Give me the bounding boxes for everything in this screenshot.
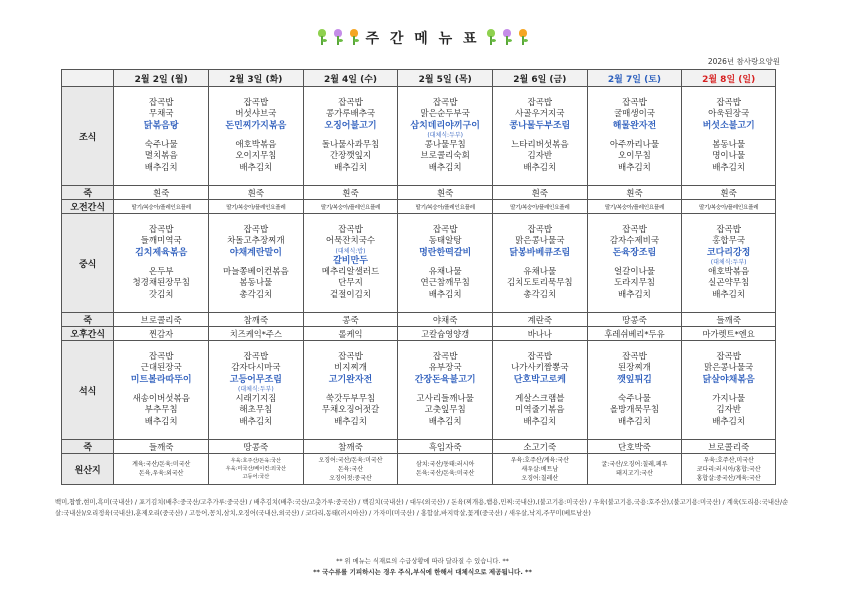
menu-item: 잡곡밥 [716, 97, 741, 108]
menu-item: 유부장국 [428, 363, 462, 374]
menu-item: 새송이버섯볶음 [132, 394, 190, 404]
menu-item: 잡곡밥 [243, 351, 269, 362]
menu-item: 김자반 [527, 151, 553, 162]
menu-item: 근대된장국 [140, 363, 182, 374]
origin-line: 돈육:국산/돈육:미국산 [416, 470, 475, 477]
menu-item: 감자다시마국 [231, 363, 281, 374]
menu-item: 올방개묵무침 [609, 405, 660, 416]
porridge1-cell: 흰죽 [209, 186, 304, 200]
menu-item: 배추김치 [712, 289, 746, 300]
main-dish: 고등어무조림 [229, 374, 282, 385]
flower-icon [502, 29, 512, 47]
menu-item: 배추김치 [618, 289, 651, 300]
menu-item: 배추김치 [144, 416, 178, 427]
origin-cell [682, 454, 776, 485]
menu-item: 총각김치 [239, 289, 273, 300]
menu-item: 잡곡밥 [622, 351, 647, 362]
origin-line: 계육:국산/돈육:미국산 [132, 461, 191, 468]
main-dish: 고기완자전 [328, 374, 373, 385]
substitute-note: (대체식:두부) [238, 386, 274, 393]
menu-item: 동태알탕 [428, 236, 462, 247]
menu-item: 차돌고추장찌개 [227, 236, 285, 247]
menu-item: 연근참깨무침 [420, 278, 470, 289]
main-dish: 갈비만두 [333, 255, 368, 266]
porridge3-cell: 땅콩죽 [209, 440, 304, 454]
spacer [588, 259, 682, 267]
spacer [304, 132, 398, 140]
menu-item: 가지나물 [712, 394, 746, 404]
dinner-cell [209, 341, 304, 440]
spacer [398, 386, 492, 394]
breakfast-cell [398, 87, 493, 186]
menu-item: 배추김치 [239, 416, 273, 427]
origin-row [62, 454, 776, 485]
page-title: 주 간 메 뉴 표 [365, 31, 480, 47]
origin-line: 삼치:국산/동태:러시아 [416, 461, 475, 468]
menu-item: 배추김치 [523, 162, 557, 173]
menu-item: 유채나물 [523, 267, 557, 277]
origin-cell [398, 454, 493, 485]
spacer [304, 386, 398, 394]
origin-line: 우육:호주산/계육:국산 [510, 456, 569, 464]
origin-line: 고등어:국산 [242, 474, 270, 480]
menu-item: 잡곡밥 [527, 97, 553, 108]
substitute-note: (대체식:두부) [710, 259, 747, 266]
porridge2-cell: 야채죽 [398, 313, 493, 327]
menu-item: 배추김치 [712, 162, 746, 173]
menu-item: 잡곡밥 [527, 224, 553, 235]
lunch-cell [303, 214, 398, 313]
menu-item: 온두부 [148, 267, 174, 277]
corner-cell [62, 70, 114, 87]
spacer [588, 132, 682, 140]
noodle-substitute-note: ** 국수류를 기피하시는 경우 주식,부식에 한해서 대체식으로 제공됩니다. ** [313, 568, 532, 576]
porridge3-row [62, 440, 776, 454]
spacer [114, 259, 208, 267]
main-dish: 미트볼라따뚜이 [130, 374, 192, 385]
menu-item: 김치도토리묵무침 [506, 278, 573, 289]
menu-item: 배추김치 [428, 289, 462, 300]
main-dish: 닭살야채볶음 [702, 374, 755, 385]
menu-item: 청경채된장무침 [132, 278, 190, 289]
breakfast-cell [209, 87, 304, 186]
spacer [493, 259, 587, 267]
menu-item: 겉절이김치 [329, 289, 372, 300]
porridge2-cell: 콩죽 [303, 313, 398, 327]
menu-item: 김자반 [716, 405, 741, 416]
menu-item: 나가사키짬뽕국 [511, 363, 569, 374]
origin-line: 오징어:칠레산 [521, 474, 559, 482]
menu-item: 잡곡밥 [148, 224, 174, 235]
menu-item: 쑥갓두부무침 [325, 394, 376, 404]
lunch-cell [114, 214, 209, 313]
origin-cell [492, 454, 587, 485]
menu-item: 배추김치 [144, 162, 178, 173]
menu-item: 오이지무침 [235, 151, 277, 162]
porridge2-cell: 땅콩죽 [587, 313, 682, 327]
main-dish: 버섯소불고기 [702, 120, 755, 131]
menu-item: 잡곡밥 [338, 97, 363, 108]
origin-line: 우육:호주산/돈육:국산 [230, 458, 282, 464]
menu-item: 총각김치 [523, 289, 557, 300]
menu-item: 맑은순두부국 [420, 109, 470, 120]
menu-item: 브로콜리숙회 [420, 151, 470, 162]
pm_snack-cell: 바나나 [492, 327, 587, 341]
lunch-cell [398, 214, 493, 313]
spacer [209, 132, 303, 140]
porridge2-cell: 계란죽 [492, 313, 587, 327]
pm_snack-row [62, 327, 776, 341]
menu-item: 애호박볶음 [235, 140, 277, 150]
porridge1-cell: 흰죽 [398, 186, 493, 200]
menu-item: 잡곡밥 [338, 224, 363, 235]
menu-item: 배추김치 [239, 162, 273, 173]
porridge2-cell: 들깨죽 [682, 313, 776, 327]
menu-item: 콩나물무침 [424, 140, 466, 150]
main-dish: 코다리강정 [706, 247, 751, 258]
porridge3-cell: 들깨죽 [114, 440, 209, 454]
menu-item: 잡곡밥 [243, 224, 269, 235]
row-label-pm_snack: 오후간식 [62, 327, 114, 341]
porridge1-cell: 흰죽 [303, 186, 398, 200]
menu-item: 감자수제비국 [609, 236, 660, 247]
porridge1-cell: 흰죽 [682, 186, 776, 200]
day-header: 2월 7일 (토) [587, 70, 682, 87]
row-label-breakfast: 조식 [62, 87, 114, 186]
spacer [398, 259, 492, 267]
pm_snack-cell: 후레쉬베리*두유 [587, 327, 682, 341]
pm_snack-cell: 롤케익 [303, 327, 398, 341]
dinner-row [62, 341, 776, 440]
am_snack-cell: 딸기/복숭아/플레인요플레 [303, 200, 398, 214]
row-label-dinner: 석식 [62, 341, 114, 440]
menu-item: 얼갈이나물 [613, 267, 655, 277]
breakfast-row [62, 87, 776, 186]
day-header-row [62, 70, 776, 87]
day-header: 2월 8일 (일) [682, 70, 776, 87]
menu-item: 된장찌개 [618, 363, 651, 374]
pm_snack-cell: 찐감자 [114, 327, 209, 341]
menu-item: 멸치볶음 [144, 151, 178, 162]
main-dish: 돈육장조림 [612, 247, 657, 258]
am_snack-cell: 딸기/복숭아/플레인요플레 [682, 200, 776, 214]
menu-item: 메추리알샐러드 [321, 267, 380, 277]
origin-line: 우육:호주산,미국산 [703, 456, 754, 464]
row-label-porridge2: 죽 [62, 313, 114, 327]
menu-item: 어묵잔치국수 [325, 236, 376, 247]
menu-item: 맑은콩나물국 [515, 236, 565, 247]
menu-item: 게살스크램블 [515, 394, 565, 404]
origin-cell [209, 454, 304, 485]
menu-item: 배추김치 [334, 162, 367, 173]
dinner-cell [682, 341, 776, 440]
weekly-menu-table [61, 69, 776, 485]
menu-item: 잡곡밥 [432, 351, 458, 362]
spacer [682, 132, 775, 140]
menu-item: 갓김치 [148, 289, 174, 300]
menu-item: 배추김치 [618, 416, 651, 427]
day-header: 2월 2일 (월) [114, 70, 209, 87]
menu-item: 사골우거지국 [515, 109, 565, 120]
main-dish: 단호박고로케 [513, 374, 566, 385]
origin-line: 돈육:국산 [337, 465, 364, 473]
menu-item: 마늘쫑베이컨볶음 [222, 267, 289, 277]
menu-item: 미역줄기볶음 [515, 405, 565, 416]
menu-item: 잡곡밥 [716, 224, 741, 235]
menu-item: 도라지무침 [613, 278, 655, 289]
porridge3-cell: 참깨죽 [303, 440, 398, 454]
main-dish: 닭봉바베큐조림 [509, 247, 571, 258]
menu-item: 유채나물 [428, 267, 462, 277]
menu-item: 고사리들깨나물 [416, 394, 474, 404]
breakfast-cell [587, 87, 682, 186]
menu-item: 맑은콩나물국 [704, 363, 754, 374]
porridge3-cell: 브로콜리죽 [682, 440, 776, 454]
menu-item: 잡곡밥 [622, 224, 647, 235]
am_snack-cell: 딸기/복숭아/플레인요플레 [587, 200, 682, 214]
dinner-cell [114, 341, 209, 440]
row-label-lunch: 중식 [62, 214, 114, 313]
menu-item: 애호박볶음 [708, 267, 750, 277]
menu-item: 명이나물 [712, 151, 746, 162]
main-dish: 콩나물두부조림 [509, 120, 571, 131]
menu-item: 비지찌개 [334, 363, 367, 374]
title-row [0, 27, 845, 49]
dinner-cell [492, 341, 587, 440]
flower-icon [518, 29, 528, 47]
menu-item: 실곤약무침 [708, 278, 750, 289]
breakfast-cell [303, 87, 398, 186]
main-dish: 삼치데리야끼구이 [410, 120, 480, 131]
spacer [209, 259, 303, 267]
dinner-cell [587, 341, 682, 440]
porridge1-cell: 흰죽 [587, 186, 682, 200]
menu-item: 잡곡밥 [432, 224, 458, 235]
menu-item: 배추김치 [428, 416, 462, 427]
spacer [493, 386, 587, 394]
day-header: 2월 3일 (화) [209, 70, 304, 87]
menu-item: 간장깻잎지 [329, 151, 372, 162]
flower-icon [317, 29, 327, 47]
origin-cell [303, 454, 398, 485]
row-label-porridge3: 죽 [62, 440, 114, 454]
menu-item: 잡곡밥 [527, 351, 553, 362]
menu-item: 들깨미역국 [140, 236, 182, 247]
breakfast-cell [682, 87, 776, 186]
lunch-cell [492, 214, 587, 313]
flower-icon [333, 29, 343, 47]
menu-item: 잡곡밥 [243, 97, 269, 108]
facility-subtitle: 2026년 참사랑요양원 [707, 57, 780, 66]
porridge1-cell: 흰죽 [492, 186, 587, 200]
porridge3-cell: 흑임자죽 [398, 440, 493, 454]
am_snack-cell: 딸기/복숭아/플레인요플레 [209, 200, 304, 214]
porridge2-cell: 브로콜리죽 [114, 313, 209, 327]
day-header: 2월 5일 (목) [398, 70, 493, 87]
menu-item: 돌나물사과무침 [321, 140, 380, 150]
menu-item: 느타리버섯볶음 [511, 140, 569, 150]
pm_snack-cell: 마가렛트*엔요 [682, 327, 776, 341]
menu-item: 무채국 [148, 109, 174, 120]
spacer [493, 132, 587, 140]
lunch-row [62, 214, 776, 313]
am_snack-row [62, 200, 776, 214]
main-dish: 돈민찌가지볶음 [225, 120, 287, 131]
origin-line: 오징어:국산/돈육:미국산 [318, 456, 383, 464]
menu-item: 잡곡밥 [148, 351, 174, 362]
pm_snack-cell: 고칼슘영양갱 [398, 327, 493, 341]
porridge1-cell: 흰죽 [114, 186, 209, 200]
ingredient-origin-note: 백미,찹쌀,현미,흑미(국내산) / 포기김치(배추:중국산/고추가루:중국산) / 배추김치(배추:국산/고춧가루:중국산) / 백김치(국내산) / 대두(외국산) / 돈육(찌개용,햄용,민찌:국내산),(불고기용:미국산) / 우육(불고기용,국용:호주산),(불고기용:미국산) / 계육(도리용:국내산/순살:국내산)/오리정육(국내산),훈제오리(중국산) / 고등어,꽁치,삼치,오징어(국내산,외국산) / 코다리,동태(러시아산) / 가자미(미국산) / 홍합살,바지락살,꽃게(중국산) / 새우살,낙지,주꾸미(베트남산) [55, 499, 789, 517]
menu-item: 잡곡밥 [148, 97, 174, 108]
porridge1-row [62, 186, 776, 200]
menu-item: 배추김치 [428, 162, 462, 173]
lunch-cell [587, 214, 682, 313]
menu-item: 배추김치 [618, 162, 651, 173]
lunch-cell [682, 214, 776, 313]
menu-item: 숙주나물 [618, 394, 651, 404]
menu-item: 잡곡밥 [432, 97, 458, 108]
menu-item: 배추김치 [712, 416, 746, 427]
spacer [114, 132, 208, 140]
menu-item: 부추무침 [144, 405, 178, 416]
origin-cell [587, 454, 682, 485]
menu-item: 시래기지짐 [235, 394, 277, 404]
menu-item: 굴매생이국 [613, 109, 655, 120]
substitute-note: (대체식:밥) [335, 247, 366, 255]
origin-line: 새우살:베트남 [521, 465, 559, 473]
porridge2-row [62, 313, 776, 327]
porridge2-cell: 참깨죽 [209, 313, 304, 327]
main-dish: 명란한떡갈비 [419, 247, 472, 258]
spacer [114, 386, 208, 394]
availability-note: ** 위 메뉴는 식재료의 수급상황에 따라 달라질 수 있습니다. ** [336, 558, 509, 565]
row-label-porridge1: 죽 [62, 186, 114, 200]
main-dish: 김치제육볶음 [135, 247, 188, 258]
menu-item: 무채오징어젓갈 [321, 405, 380, 416]
spacer [682, 386, 775, 394]
main-dish: 닭볶음탕 [143, 120, 179, 131]
breakfast-cell [114, 87, 209, 186]
main-dish: 오징어불고기 [324, 120, 377, 131]
menu-item: 배추김치 [334, 416, 367, 427]
origin-line: 홍합살:중국산/계육:국산 [696, 474, 761, 482]
spacer [588, 386, 682, 394]
menu-item: 아욱된장국 [708, 109, 750, 120]
menu-item: 해초무침 [239, 405, 273, 416]
main-dish: 야채계란말이 [229, 247, 282, 258]
origin-line: 굴:국산/오징어:칠레,페루 [601, 461, 668, 468]
flower-icon [349, 29, 359, 47]
origin-line: 돈육,우육:외국산 [138, 470, 184, 477]
day-header: 2월 4일 (수) [303, 70, 398, 87]
lunch-cell [209, 214, 304, 313]
origin-line: 우육:미국산/베이컨:외국산 [225, 466, 287, 472]
pm_snack-cell: 치즈케익*주스 [209, 327, 304, 341]
day-header: 2월 6일 (금) [492, 70, 587, 87]
row-label-origin: 원산지 [62, 454, 114, 485]
breakfast-cell [492, 87, 587, 186]
origin-cell [114, 454, 209, 485]
menu-item: 봄동나물 [712, 140, 746, 150]
menu-item: 홍합무국 [712, 236, 746, 247]
menu-item: 숙주나물 [144, 140, 178, 150]
row-label-am_snack: 오전간식 [62, 200, 114, 214]
porridge3-cell: 소고기죽 [492, 440, 587, 454]
origin-line: 돼지고기:국산 [616, 470, 653, 477]
main-dish: 해물완자전 [612, 120, 657, 131]
origin-line: 오징어젓:중국산 [329, 474, 372, 482]
am_snack-cell: 딸기/복숭아/플레인요플레 [398, 200, 493, 214]
am_snack-cell: 딸기/복숭아/플레인요플레 [492, 200, 587, 214]
menu-item: 버섯샤브국 [235, 109, 277, 120]
main-dish: 간장돈육불고기 [414, 374, 476, 385]
dinner-cell [303, 341, 398, 440]
main-dish: 깻잎튀김 [617, 374, 652, 385]
dinner-cell [398, 341, 493, 440]
menu-item: 봄동나물 [239, 278, 273, 289]
menu-item: 단무지 [338, 278, 363, 289]
menu-item: 잡곡밥 [338, 351, 363, 362]
menu-item: 오이무침 [618, 151, 651, 162]
origin-line: 코다리:러시아/홍합:국산 [696, 465, 761, 473]
substitute-note: (대체식:두부) [427, 132, 463, 139]
menu-item: 고춧잎무침 [424, 405, 466, 416]
menu-item: 배추김치 [523, 416, 557, 427]
porridge3-cell: 단호박죽 [587, 440, 682, 454]
menu-item: 콩가루배추국 [325, 109, 376, 120]
am_snack-cell: 딸기/복숭아/플레인요플레 [114, 200, 209, 214]
menu-item: 아주까리나물 [609, 140, 660, 150]
menu-item: 잡곡밥 [622, 97, 647, 108]
menu-item: 잡곡밥 [716, 351, 741, 362]
flower-icon [486, 29, 496, 47]
